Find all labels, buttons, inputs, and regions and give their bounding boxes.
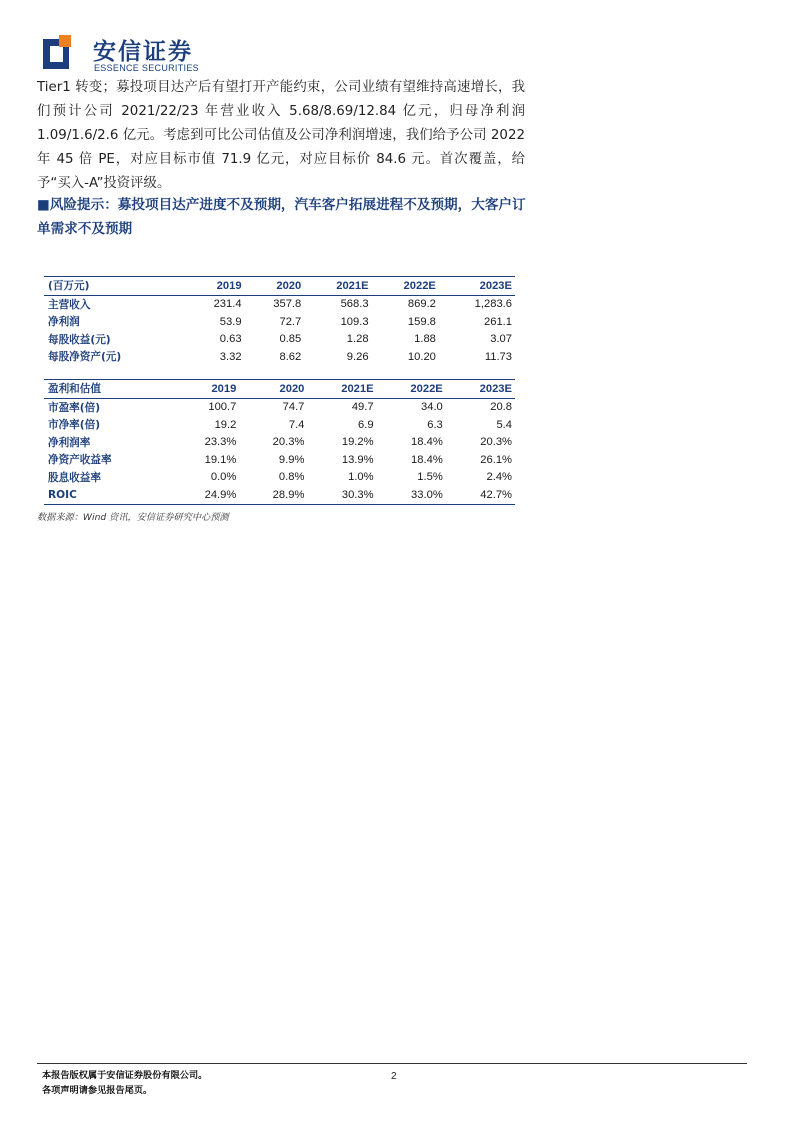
- table-cell: 20.3%: [480, 436, 512, 449]
- table-cell: 30.3%: [307, 486, 376, 504]
- header-cell: 2023E: [446, 380, 515, 399]
- row-label: 净利润: [48, 316, 80, 329]
- row-label: 净利润率: [48, 436, 91, 449]
- table-cell: 6.9: [358, 418, 374, 431]
- table-cell: 6.3: [427, 418, 443, 431]
- risk-text: 风险提示：募投项目达产进度不及预期，汽车客户拓展进程不及预期，大客户订单需求不及预期: [37, 197, 526, 237]
- table-cell: 49.7: [351, 401, 374, 414]
- table-cell: 72.7: [279, 315, 302, 328]
- table-cell: 28.9%: [239, 486, 307, 504]
- table-cell: 18.4%: [411, 436, 443, 449]
- table-cell: 5.4: [496, 418, 512, 431]
- table-cell: 20.8: [490, 401, 512, 414]
- data-source-note: 数据来源：Wind 资讯，安信证券研究中心预测: [37, 512, 229, 523]
- table-row: [44, 398, 515, 416]
- header-cell: 2021E: [307, 380, 376, 399]
- table-cell: 11.73: [484, 350, 512, 363]
- essence-logo-icon: [43, 35, 79, 73]
- table-cell: 33.0%: [377, 486, 446, 504]
- table-cell: 568.3: [340, 298, 369, 311]
- footer-copyright: 本报告版权属于安信证券股份有限公司。: [42, 1070, 208, 1081]
- table-cell: 0.85: [279, 333, 302, 346]
- table-cell: 18.4%: [411, 453, 443, 466]
- row-label: 每股净资产(元): [48, 351, 122, 364]
- valuation-table: [44, 379, 515, 505]
- table-cell: 0.8%: [278, 471, 305, 484]
- header-cell: 2020: [245, 277, 305, 296]
- table-cell: 109.3: [340, 315, 369, 328]
- table-cell: 1.0%: [348, 471, 374, 484]
- table-row: [44, 416, 515, 434]
- table-row: [44, 348, 515, 366]
- table-cell: 13.9%: [341, 453, 374, 466]
- table-cell: 8.62: [279, 350, 302, 363]
- table-cell: 24.9%: [171, 486, 239, 504]
- table-cell: 9.26: [346, 350, 369, 363]
- table-cell: 231.4: [213, 298, 242, 311]
- header-cell: 2023E: [439, 277, 515, 296]
- table-cell: 74.7: [282, 401, 305, 414]
- table-cell: 20.3%: [272, 436, 305, 449]
- row-label: 股息收益率: [48, 471, 101, 484]
- footer-divider: [37, 1063, 747, 1064]
- header-cell: 2022E: [377, 380, 446, 399]
- table-cell: 1,283.6: [474, 298, 512, 311]
- row-label: 主营收入: [48, 298, 91, 311]
- table-cell: 869.2: [407, 298, 436, 311]
- table-row: [44, 313, 515, 331]
- table-cell: 1.88: [414, 333, 436, 346]
- header-cell: 2020: [239, 380, 307, 399]
- table-row: [44, 331, 515, 349]
- table-cell: 357.8: [273, 298, 302, 311]
- table-cell: 0.63: [219, 333, 242, 346]
- logo-english-name: ESSENCE SECURITIES: [94, 63, 199, 73]
- row-label: 市盈率(倍): [48, 401, 101, 414]
- table-cell: 19.2%: [341, 436, 374, 449]
- table-cell: 2.4%: [486, 471, 512, 484]
- table-cell: 10.20: [407, 350, 436, 363]
- table-row: [44, 451, 515, 469]
- table-cell: 42.7%: [446, 486, 515, 504]
- header-cell: 盈利和估值: [44, 380, 171, 399]
- table-cell: 26.1%: [480, 453, 512, 466]
- table-cell: 100.7: [208, 401, 237, 414]
- table-cell: 53.9: [219, 315, 242, 328]
- table-cell: 3.32: [219, 350, 242, 363]
- table-cell: 19.1%: [204, 453, 237, 466]
- header-cell: 2019: [185, 277, 245, 296]
- table-cell: 19.2: [214, 418, 237, 431]
- row-label: ROIC: [44, 486, 171, 504]
- header-cell: (百万元): [44, 277, 185, 296]
- row-label: 净资产收益率: [48, 454, 112, 467]
- table-cell: 23.3%: [204, 436, 237, 449]
- table-cell: 1.5%: [417, 471, 443, 484]
- company-logo: [43, 33, 243, 78]
- risk-marker: ■: [37, 197, 50, 213]
- table-cell: 261.1: [484, 315, 512, 328]
- table-row: [44, 486, 515, 504]
- table-header-row: [44, 380, 515, 399]
- table-cell: 1.28: [346, 333, 369, 346]
- table-row: [44, 434, 515, 452]
- logo-chinese-name: 安信证券: [93, 39, 193, 65]
- footer-statement: 各项声明请参见报告尾页。: [42, 1085, 153, 1096]
- financial-summary-table: [44, 276, 515, 366]
- table-cell: 3.07: [490, 333, 512, 346]
- header-cell: 2019: [171, 380, 239, 399]
- table-cell: 9.9%: [278, 453, 305, 466]
- header-cell: 2021E: [304, 277, 371, 296]
- table-cell: 7.4: [288, 418, 305, 431]
- table-row: [44, 469, 515, 487]
- row-label: 市净率(倍): [48, 419, 101, 432]
- row-label: 每股收益(元): [48, 333, 111, 346]
- risk-warning: [37, 193, 532, 241]
- table-cell: 0.0%: [210, 471, 237, 484]
- header-cell: 2022E: [372, 277, 439, 296]
- table-row: [44, 295, 515, 313]
- page-number: 2: [391, 1071, 397, 1082]
- footer-disclaimer: [42, 1068, 207, 1098]
- table-cell: 159.8: [407, 315, 436, 328]
- summary-paragraph: Tier1 转变；募投项目达产后有望打开产能约束，公司业绩有望维持高速增长，我们预计公司 2021/22/23 年营业收入 5.68/8.69/12.84 亿元，归母净利润 1.09/1.6/2.6 亿元。考虑到可比公司估值及公司净利润增速，我们给予公司 2022 年 45 倍 PE，对应目标市值 71.9 亿元，对应目标价 84.6 元。首次覆盖，给予“买入-A”投资评级。: [37, 80, 525, 191]
- table-cell: 34.0: [421, 401, 443, 414]
- table-header-row: [44, 277, 515, 296]
